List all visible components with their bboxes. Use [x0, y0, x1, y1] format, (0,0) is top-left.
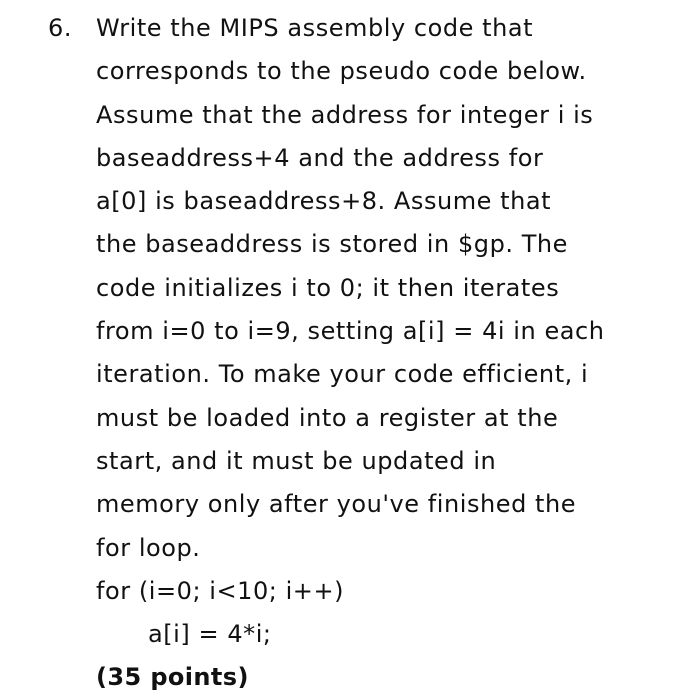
pseudo-code-loop-body: a[i] = 4*i;: [148, 620, 272, 649]
pseudo-code-loop-header: for (i=0; i<10; i++): [96, 576, 345, 605]
question-text-line: baseaddress+4 and the address for: [96, 143, 544, 172]
question-text-line: start, and it must be updated in: [96, 446, 497, 475]
question-body: [96, 7, 681, 700]
question-text-line: Assume that the address for integer i is: [96, 100, 594, 129]
question-text-line: code initializes i to 0; it then iterates: [96, 273, 560, 302]
question-text-line: from i=0 to i=9, setting a[i] = 4i in each: [96, 317, 605, 346]
question-text-line: corresponds to the pseudo code below.: [96, 57, 587, 86]
question-text-line: Write the MIPS assembly code that: [96, 14, 534, 42]
question-text-line: memory only after you've finished the: [96, 490, 577, 519]
question-text-line: must be loaded into a register at the: [96, 403, 559, 432]
question-text-line: a[0] is baseaddress+8. Assume that: [96, 187, 552, 216]
question-number: 6.: [48, 14, 72, 42]
points-label: (35 points): [96, 663, 249, 692]
question-text-line: iteration. To make your code efficient, i: [96, 360, 589, 389]
question-text-line: the baseaddress is stored in $gp. The: [96, 230, 569, 259]
question-text-line: for loop.: [96, 533, 201, 562]
